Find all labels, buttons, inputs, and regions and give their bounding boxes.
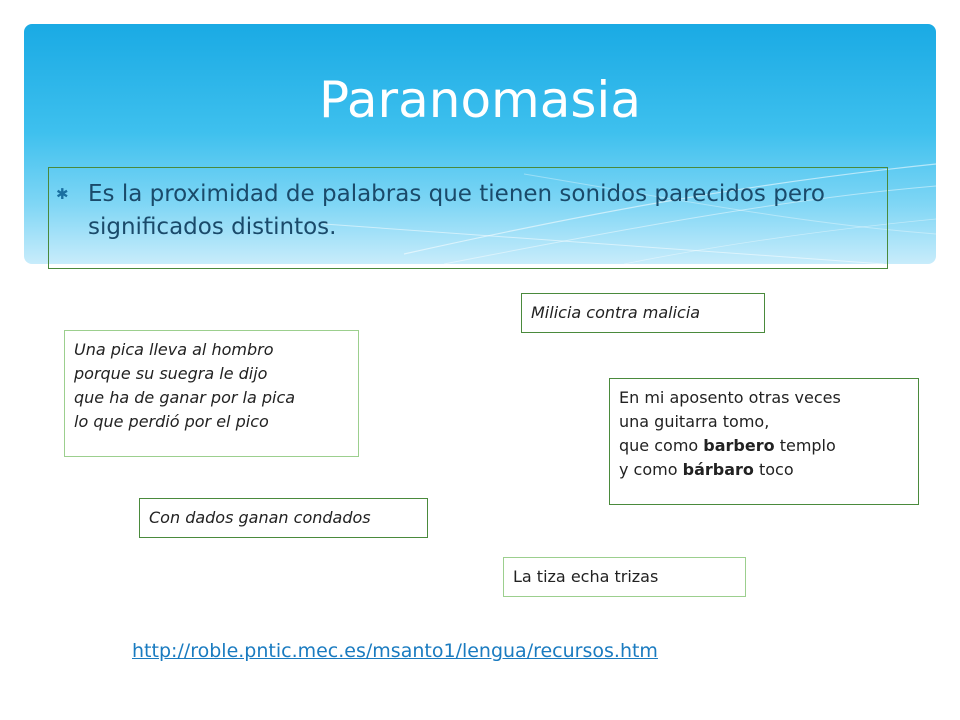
example-pica-line: porque su suegra le dijo — [74, 364, 268, 383]
example-pica-line: Una pica lleva al hombro — [74, 340, 274, 359]
example-pica-box — [64, 330, 359, 457]
source-link[interactable]: http://roble.pntic.mec.es/msanto1/lengua/recursos.htm — [132, 640, 658, 662]
example-milicia-box — [521, 293, 765, 333]
example-aposento-box — [609, 378, 919, 505]
example-pica-line: lo que perdió por el pico — [74, 412, 269, 431]
example-aposento-line: y como bárbaro toco — [619, 460, 794, 479]
example-aposento-line: que como barbero templo — [619, 436, 836, 455]
example-milicia-text: Milicia contra malicia — [531, 303, 701, 322]
asterisk-bullet-icon: ✱ — [56, 185, 69, 203]
example-pica-line: que ha de ganar por la pica — [74, 388, 296, 407]
example-tiza-box — [503, 557, 746, 597]
definition-text: Es la proximidad de palabras que tienen sonidos parecidos pero significados distintos. — [88, 181, 825, 240]
example-dados-text: Con dados ganan condados — [149, 508, 371, 527]
bold-word-barbaro: bárbaro — [682, 460, 754, 479]
example-aposento-line: una guitarra tomo, — [619, 412, 770, 431]
example-aposento-line: En mi aposento otras veces — [619, 388, 841, 407]
slide-title: Paranomasia — [319, 71, 641, 129]
example-dados-box — [139, 498, 428, 538]
bold-word-barbero: barbero — [703, 436, 775, 455]
example-tiza-text: La tiza echa trizas — [513, 567, 659, 586]
